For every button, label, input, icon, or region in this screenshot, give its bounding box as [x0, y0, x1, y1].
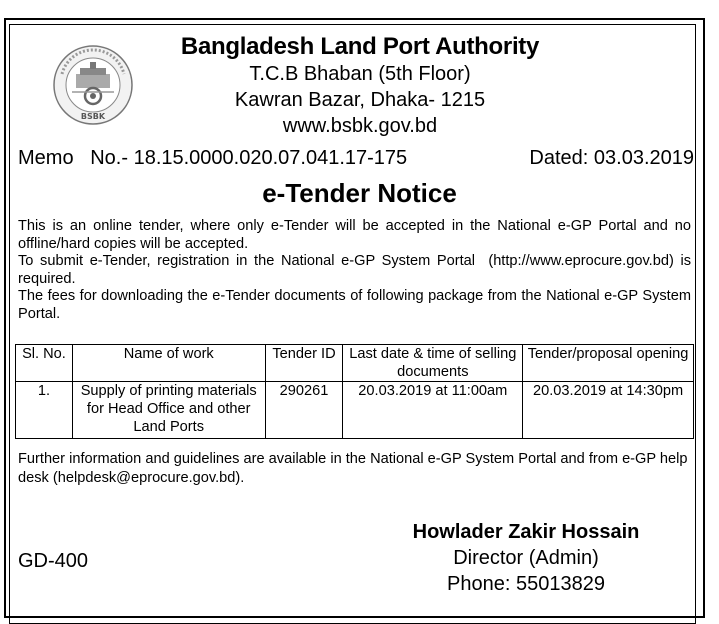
- notice-title: e-Tender Notice: [262, 178, 457, 208]
- cell-serial-no: 1.: [16, 382, 73, 439]
- package-table: [15, 344, 694, 439]
- organization-header: [150, 33, 570, 139]
- cell-last-date: 20.03.2019 at 11:00am: [343, 382, 523, 439]
- notice-body: [18, 218, 696, 323]
- header-serial-no: Sl. No.: [16, 345, 73, 382]
- memo-number: Memo No.- 18.15.0000.020.07.041.17-175: [18, 147, 408, 169]
- address-line-1: T.C.B Bhaban (5th Floor): [249, 63, 471, 85]
- cell-opening: 20.03.2019 at 14:30pm: [523, 382, 694, 439]
- header-last-date: Last date & time of selling documents: [343, 345, 523, 382]
- table-row: [16, 382, 694, 439]
- paragraph-online-tender: This is an online tender, where only e-Tender will be accepted in the National e-GP Portal and no offline/hard copies will be accepted.: [18, 218, 691, 252]
- website: www.bsbk.gov.bd: [282, 115, 438, 137]
- header-tender-id: Tender ID: [265, 345, 343, 382]
- paragraph-registration: To submit e-Tender, registration in the National e-GP System Portal (http://www.eprocure.gov.bd) is required.: [18, 253, 696, 287]
- signatory-phone: Phone: 55013829: [447, 573, 605, 595]
- table-header-row: [16, 345, 694, 382]
- svg-text:BSBK: BSBK: [80, 112, 106, 121]
- paragraph-fees: The fees for downloading the e-Tender documents of following package from the National e-GP System Portal.: [18, 288, 691, 322]
- signature-block: [398, 519, 654, 597]
- signatory-designation: Director (Admin): [453, 547, 599, 569]
- header-opening: Tender/proposal opening: [523, 345, 694, 382]
- cell-tender-id: 290261: [265, 382, 343, 439]
- reference-code: GD-400: [18, 550, 89, 572]
- address-line-2: Kawran Bazar, Dhaka- 1215: [234, 89, 486, 111]
- organization-name: Bangladesh Land Port Authority: [180, 33, 540, 60]
- further-information: Further information and guidelines are available in the National e-GP System Portal and from e-GP help desk (helpdesk@eprocure.gov.bd).: [18, 451, 688, 486]
- memo-date: Dated: 03.03.2019: [529, 147, 694, 169]
- signatory-name: Howlader Zakir Hossain: [412, 521, 640, 543]
- header-name-of-work: Name of work: [72, 345, 265, 382]
- cell-name-of-work: Supply of printing materials for Head Office and other Land Ports: [72, 382, 265, 439]
- memo-line: [18, 146, 694, 170]
- bsbk-logo-icon: [52, 44, 134, 126]
